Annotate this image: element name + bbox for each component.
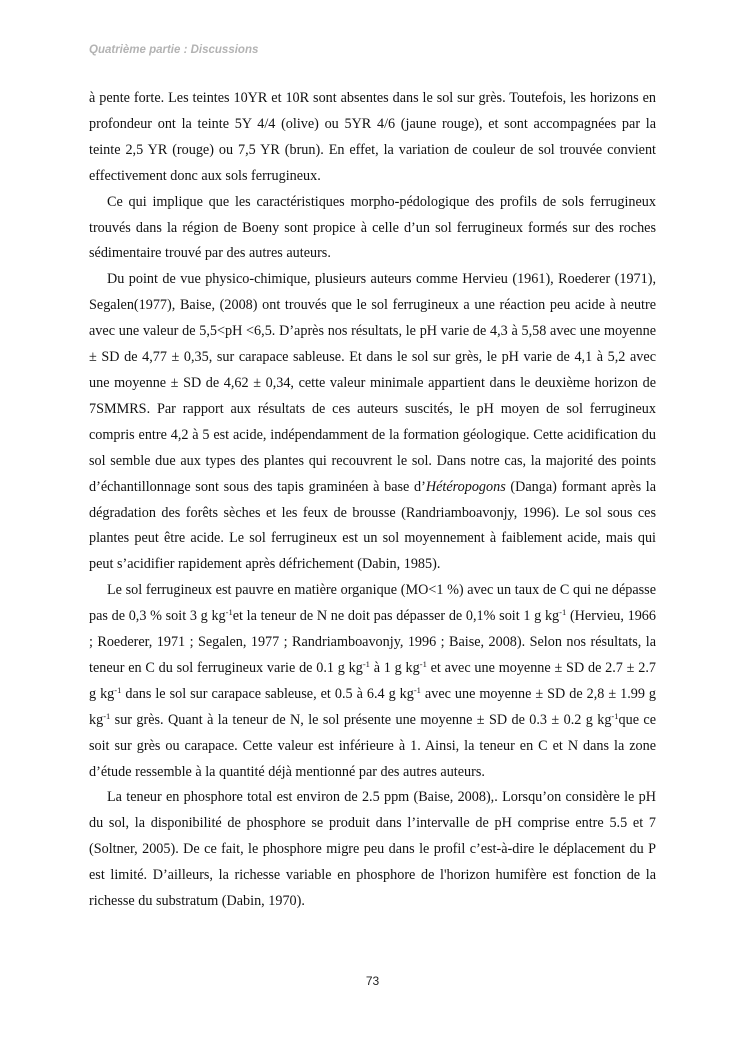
running-header: Quatrième partie : Discussions bbox=[89, 44, 259, 56]
p4-segment: Le sol ferrugineux est pauvre en matière organique (MO<1 %) avec un taux de C qui ne dépasse pas de 0,3 % soit 3 g kg bbox=[89, 582, 656, 625]
p4-segment: (Hervieu, 1966 ; Roederer, 1971 ; Segalen, 1977 ; Randriamboavonjy, 1996 ; Baise, 2008). Selon nos résultats, la teneur en C du sol ferrugineux varie de 0.1 g kg bbox=[89, 608, 656, 676]
paragraph-4 bbox=[89, 578, 656, 785]
paragraph-3-part-a: Du point de vue physico-chimique, plusieurs auteurs comme Hervieu (1961), Roederer (1971), Segalen(1977), Baise, (2008) ont trouvés que le sol ferrugineux a une réaction peu acide à neutre avec une valeur de 5,5<pH <6,5. D’après nos résultats, le pH varie de 4,3 à 5,58 avec une moyenne ± SD de 4,77 ± 0,35, sur carapace sableuse. Et dans le sol sur grès, le pH varie de 4,1 à 5,2 avec une moyenne ± SD de 4,62 ± 0,34, cette valeur minimale appartient dans le deuxième horizon de 7SMMRS. Par rapport aux résultats de ces auteurs suscités, le pH moyen de sol ferrugineux compris entre 4,2 à 5 est acide, indépendamment de la formation géologique. Cette acidification du sol semble due aux types des plantes qui recouvrent le sol. Dans notre cas, la majorité des points d’échantillonnage sont sous des tapis graminéen à base d’ bbox=[89, 271, 656, 495]
superscript: -1 bbox=[103, 710, 111, 721]
page-number: 73 bbox=[365, 974, 380, 988]
paragraph-3 bbox=[89, 267, 656, 578]
p4-segment: et avec une moyenne ± SD de 2.7 ± 2.7 g kg bbox=[89, 659, 656, 702]
superscript: -1 bbox=[413, 684, 421, 695]
p4-segment: que ce soit sur grès ou carapace. Cette valeur est inférieure à 1. Ainsi, la teneur en C et N dans la zone d’étude ressemble à la quantité déjà mentionné par des autres auteurs. bbox=[89, 711, 656, 780]
paragraph-3-part-b: (Danga) formant après la dégradation des forêts sèches et les feux de brousse (Randriamboavonjy, 1996). Le sol sous ces plantes peut être acide. Le sol ferrugineux est un sol moyennement à faiblement acide, mais qui peut s’acidifier rapidement après défrichement (Dabin, 1985). bbox=[89, 478, 657, 573]
species-name: Hétéropogons bbox=[425, 478, 506, 495]
p4-segment: sur grès. Quant à la teneur de N, le sol présente une moyenne ± SD de 0.3 ± 0.2 g kg bbox=[110, 711, 612, 728]
p4-segment: avec une moyenne ± SD de 2,8 ± 1.99 g kg bbox=[89, 685, 657, 728]
superscript: -1 bbox=[114, 684, 122, 695]
p4-segment: à 1 g kg bbox=[369, 659, 420, 676]
superscript: -1 bbox=[362, 658, 370, 669]
paragraph-5: La teneur en phosphore total est environ de 2.5 ppm (Baise, 2008),. Lorsqu’on considère le pH du sol, la disponibilité de phosphore se produit dans l’intervalle de pH comprise entre 5.5 et 7 (Soltner, 2005). De ce fait, le phosphore migre peu dans le profil c’est-à-dire le déplacement du P est limité. D’ailleurs, la richesse variable en phosphore de l'horizon humifère est fonction de la richesse du substratum (Dabin, 1970). bbox=[89, 789, 656, 910]
body-text bbox=[89, 86, 656, 915]
p4-segment: et la teneur de N ne doit pas dépasser de 0,1% soit 1 g kg bbox=[232, 608, 560, 625]
superscript: -1 bbox=[611, 710, 619, 721]
paragraph-2: Ce qui implique que les caractéristiques morpho-pédologique des profils de sols ferrugineux trouvés dans la région de Boeny sont propice à celle d’un sol ferrugineux formés sur des roches sédimentaire trouvé par des autres auteurs. bbox=[89, 193, 656, 262]
paragraph-1: à pente forte. Les teintes 10YR et 10R sont absentes dans le sol sur grès. Toutefois, les horizons en profondeur ont la teinte 5Y 4/4 (olive) ou 5YR 4/6 (jaune rouge), et sont accompagnées par la teinte 2,5 YR (rouge) ou 7,5 YR (brun). En effet, la variation de couleur de sol trouvée convient effectivement donc aux sols ferrugineux. bbox=[89, 90, 656, 184]
superscript: -1 bbox=[419, 658, 427, 669]
superscript: -1 bbox=[559, 607, 567, 618]
superscript: -1 bbox=[225, 607, 233, 618]
p4-segment: dans le sol sur carapace sableuse, et 0.5 à 6.4 g kg bbox=[121, 685, 414, 702]
